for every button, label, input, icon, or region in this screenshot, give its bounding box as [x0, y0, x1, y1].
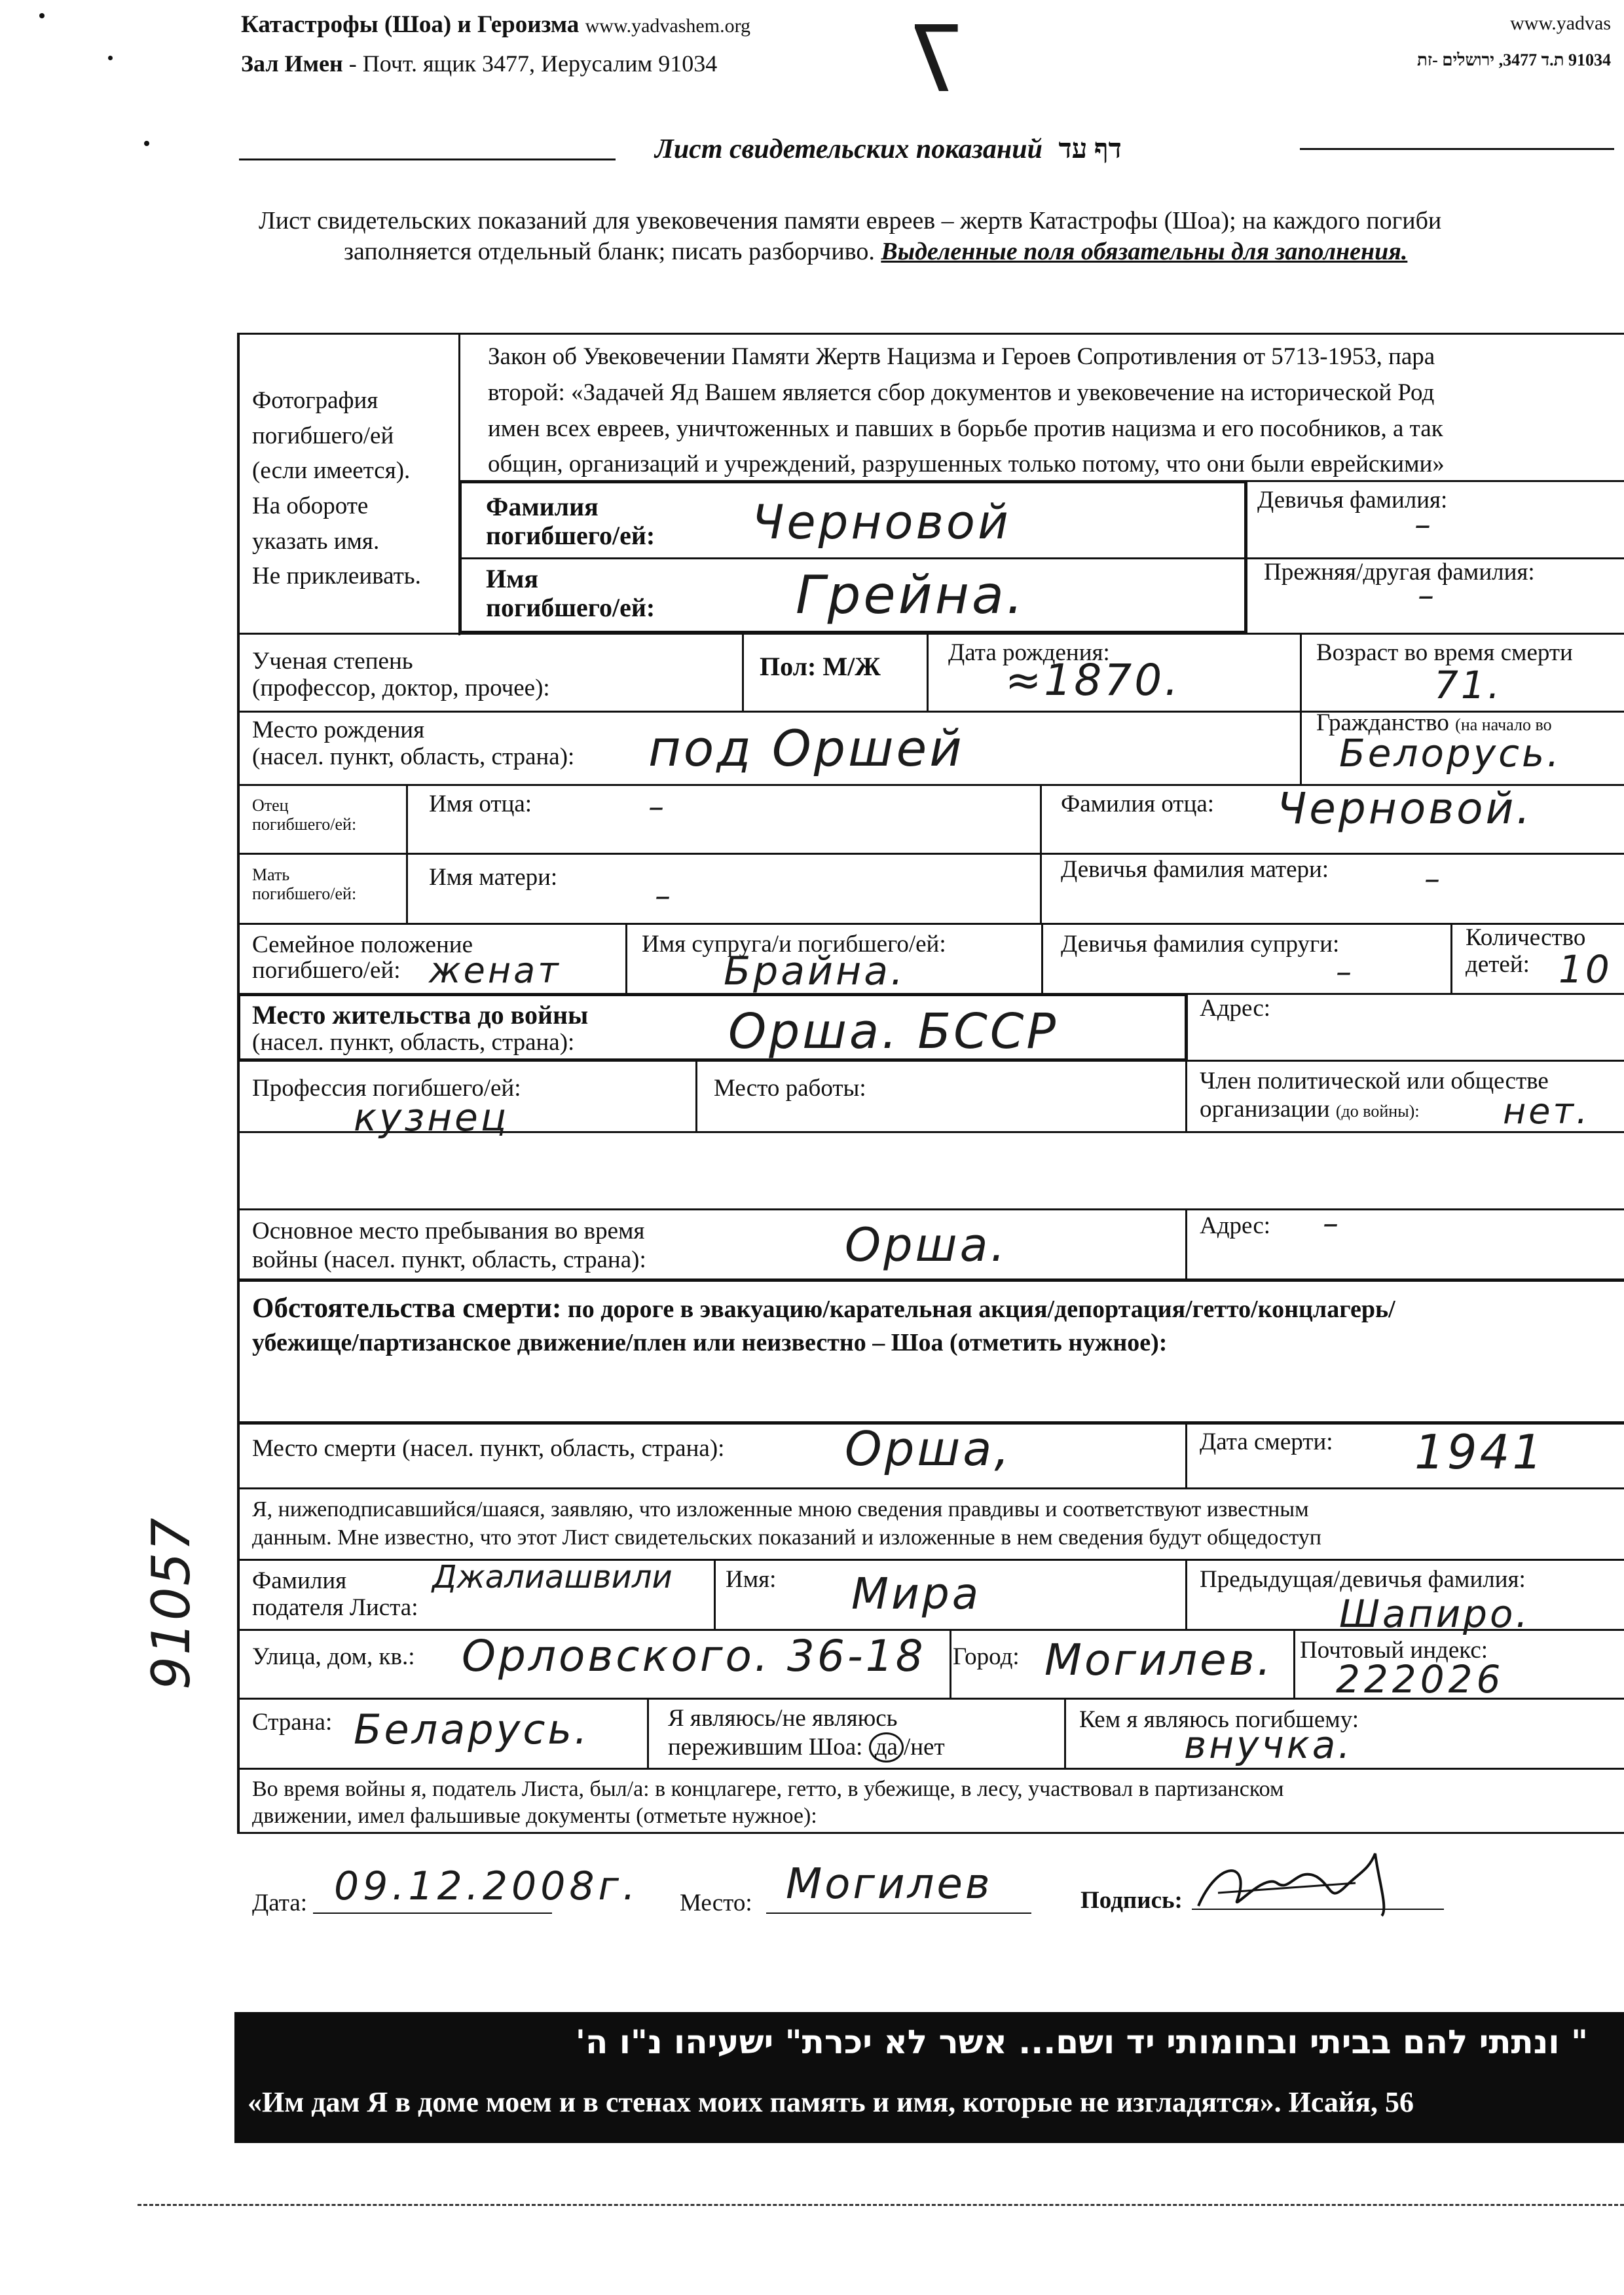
col-line: [625, 923, 627, 995]
org-line: Катастрофы (Шоа) и Героизма www.yadvashem.org: [241, 11, 751, 38]
address-label: Адрес:: [1200, 995, 1271, 1022]
scan-dot: [39, 13, 45, 18]
site-right: www.yadvas: [1510, 12, 1611, 34]
surname-label: Фамилия погибшего/ей:: [486, 492, 655, 550]
col-line: [1064, 1698, 1066, 1770]
survivor-label: Я являюсь/не являюсь пережившим Шоа: да /нет: [668, 1706, 945, 1763]
col-line: [950, 1629, 951, 1700]
date-underline: [313, 1912, 552, 1914]
place-value[interactable]: Могилев: [786, 1860, 993, 1909]
col-line: [1185, 1559, 1187, 1631]
mother-maiden-value[interactable]: –: [1424, 861, 1443, 897]
row-line: [237, 1768, 1624, 1770]
age-label: Возраст во время смерти: [1316, 639, 1573, 666]
street-label: Улица, дом, кв.:: [252, 1643, 415, 1670]
city-value[interactable]: Могилев.: [1044, 1635, 1274, 1685]
submitter-surname-label: Фамилия подателя Листа:: [252, 1567, 418, 1621]
signature-mark: [1192, 1847, 1414, 1919]
form-title: Лист свидетельских показаний דף עד: [655, 134, 1122, 164]
age-value[interactable]: 71.: [1434, 663, 1503, 707]
intro-line-1: Лист свидетельских показаний для увековечения памяти евреев – жертв Катастрофы (Шоа); на каждого погиби: [259, 207, 1442, 234]
father-label: Отец погибшего/ей:: [252, 796, 357, 834]
citizenship-label: Гражданство (на начало во: [1316, 709, 1552, 736]
country-value[interactable]: Беларусь.: [354, 1706, 590, 1753]
mother-name-label: Имя матери:: [429, 864, 558, 891]
row-line: [237, 633, 1624, 635]
form-title-hebrew: דף עד: [1058, 134, 1122, 164]
quote-russian: «Им дам Я в доме моем и в стенах моих память и имя, которые не изгладятся». Исайя, 56: [248, 2086, 1414, 2118]
prev-surname-label: Прежняя/другая фамилия:: [1264, 559, 1535, 586]
col-line: [1185, 1423, 1187, 1489]
spouse-maiden-label: Девичья фамилия супруги:: [1061, 931, 1340, 958]
marital-label: Семейное положение погибшего/ей:: [252, 931, 473, 984]
survivor-yes-option[interactable]: да: [869, 1732, 904, 1763]
wartime-value[interactable]: Орша.: [845, 1218, 1008, 1272]
col-line: [1293, 1629, 1295, 1700]
hall-address: Зал Имен - Почт. ящик 3477, Иерусалим 91034: [241, 50, 718, 77]
form-left-border: [237, 333, 240, 1834]
submitter-prev-label: Предыдущая/девичья фамилия:: [1200, 1566, 1526, 1593]
workplace-label: Место работы:: [714, 1075, 866, 1102]
place-underline: [766, 1912, 1031, 1914]
birthplace-label: Место рождения (насел. пункт, область, страна):: [252, 717, 575, 770]
row-line: [237, 853, 1624, 855]
member-value[interactable]: нет.: [1503, 1091, 1591, 1132]
col-line: [1185, 1208, 1187, 1280]
residence-label: Место жительства до войны (насел. пункт, область, страна):: [252, 1000, 589, 1056]
relation-value[interactable]: внучка.: [1184, 1723, 1353, 1767]
site-link[interactable]: www.yadvashem.org: [585, 15, 751, 37]
death-place-label: Место смерти (насел. пункт, область, страна):: [252, 1435, 725, 1462]
death-date-value[interactable]: 1941: [1414, 1425, 1545, 1480]
mother-maiden-label: Девичья фамилия матери:: [1061, 856, 1329, 883]
scan-dot: [108, 56, 113, 60]
row-line: [237, 1278, 1624, 1282]
wartime-label: Основное место пребывания во время войны (насел. пункт, область, страна):: [252, 1218, 646, 1274]
degree-label: Ученая степень (профессор, доктор, прочее):: [252, 648, 550, 701]
birth-label: Дата рождения:: [948, 639, 1110, 666]
col-line: [742, 634, 744, 713]
quote-banner: [234, 2012, 1624, 2143]
name-label: Имя погибшего/ей:: [486, 564, 655, 622]
spouse-maiden-value[interactable]: –: [1336, 954, 1354, 990]
submitter-prev-value[interactable]: Шапиро.: [1339, 1592, 1530, 1636]
war-activity-text: Во время войны я, податель Листа, был/а: в концлагере, гетто, в убежище, в лесу, участвовал в партизанском движении, имел фальшивые документы (отметьте нужное):: [252, 1777, 1284, 1828]
signature-label: Подпись:: [1080, 1887, 1183, 1914]
col-line: [1450, 923, 1452, 995]
father-name-label: Имя отца:: [429, 791, 532, 817]
col-line: [1300, 634, 1302, 713]
street-value[interactable]: Орловского. 36-18: [462, 1631, 926, 1681]
date-value[interactable]: 09.12.2008г.: [334, 1863, 640, 1909]
children-value[interactable]: 10: [1559, 947, 1612, 992]
row-line: [237, 1060, 1624, 1062]
page-bottom-edge: [138, 2204, 1624, 2206]
submitter-name-value[interactable]: Мира: [851, 1569, 982, 1619]
intro-line-2: заполняется отдельный бланк; писать разборчиво. Выделенные поля обязательны для заполнения.: [344, 238, 1408, 265]
col-line: [647, 1698, 649, 1770]
col-line: [695, 1060, 697, 1133]
margin-note: 91057: [141, 1516, 202, 1690]
birth-value[interactable]: ≈1870.: [1005, 655, 1181, 705]
father-surname-value[interactable]: Черновой.: [1277, 783, 1533, 834]
date-label: Дата:: [252, 1890, 308, 1916]
submitter-name-label: Имя:: [726, 1566, 777, 1593]
mother-label: Мать погибшего/ей:: [252, 865, 357, 903]
citizenship-value[interactable]: Белорусь.: [1339, 731, 1562, 775]
city-label: Город:: [953, 1643, 1020, 1670]
prev-surname-value[interactable]: –: [1418, 576, 1437, 614]
member-label: Член политической или обществе организации (до войны):: [1200, 1068, 1549, 1123]
death-date-label: Дата смерти:: [1200, 1428, 1333, 1455]
col-line: [927, 634, 929, 713]
required-note: Выделенные поля обязательны для заполнения.: [881, 238, 1408, 265]
profession-label: Профессия погибшего/ей:: [252, 1075, 521, 1102]
row-line: [237, 1832, 1624, 1834]
maiden-label: Девичья фамилия:: [1257, 487, 1448, 513]
spouse-label: Имя супруга/и погибшего/ей:: [642, 931, 946, 958]
address-hebrew: 91034 ת.ד 3477, ירושלים -זת: [1417, 50, 1611, 69]
row-line: [237, 923, 1624, 925]
relation-label: Кем я являюсь погибшему:: [1079, 1706, 1359, 1733]
law-text: Закон об Увековечении Памяти Жертв Нацизма и Героев Сопротивления от 5713-1953, пара второй: «Задачей Яд Вашем является сбор документов и увековечение на исторической Род имен всех евреев, уничтоженных и павших в борьбе против нацизма и его пособников, а так общин, организаций и учреждений, разрушенных только потому, что они были еврейскими»: [488, 343, 1445, 478]
children-label: Количество детей:: [1466, 924, 1586, 978]
declaration-text: Я, нижеподписавшийся/шаяся, заявляю, что изложенные мною сведения правдивы и соответствуют известным данным. Мне известно, что этот Лист свидетельских показаний и изложенные в нем сведения будут общедоступ: [252, 1497, 1321, 1550]
residence-value[interactable]: Орша. БССР: [728, 1003, 1059, 1060]
birthplace-value[interactable]: под Оршей: [648, 719, 965, 777]
spouse-value[interactable]: Брайна.: [724, 948, 906, 994]
col-line: [1300, 711, 1302, 786]
country-label: Страна:: [252, 1709, 333, 1736]
col-line: [1041, 923, 1043, 995]
death-place-value[interactable]: Орша,: [845, 1421, 1012, 1476]
page-mark: 7: [907, 7, 966, 113]
circumstances-text: Обстоятельства смерти: по дороге в эвакуацию/карательная акция/депортация/гетто/концлагерь/ убежище/партизанское движение/плен или неизвестно – Шоа (отметить нужное):: [252, 1293, 1395, 1356]
submitter-surname-value[interactable]: Джалиашвили: [432, 1559, 673, 1595]
title-rule-left: [239, 159, 616, 160]
maiden-value[interactable]: –: [1414, 506, 1433, 544]
wartime-address-label: Адрес:: [1200, 1212, 1271, 1239]
father-name-value[interactable]: –: [648, 789, 667, 825]
name-value[interactable]: Грейна.: [796, 565, 1026, 625]
sex-label[interactable]: Пол: М/Ж: [760, 652, 881, 681]
mother-name-value[interactable]: –: [655, 878, 673, 914]
row-line: [237, 1208, 1624, 1210]
wartime-address-value[interactable]: –: [1323, 1205, 1341, 1242]
quote-hebrew: " ונתתי להם בביתי ובחומותי יד ושם... אשר לא יכרת" ישעיהו נ"ו ה': [575, 2023, 1588, 2061]
col-line: [714, 1559, 716, 1631]
row-line: [237, 333, 1624, 335]
father-surname-label: Фамилия отца:: [1061, 791, 1215, 817]
zip-value[interactable]: 222026: [1336, 1657, 1505, 1702]
title-rule-right: [1300, 148, 1614, 150]
photo-instructions: Фотография погибшего/ей (если имеется). На обороте указать имя. Не приклеивать.: [252, 387, 421, 590]
scan-dot: [144, 141, 149, 146]
zip-label: Почтовый индекс:: [1300, 1637, 1488, 1664]
survivor-no-option[interactable]: /нет: [903, 1733, 945, 1761]
profession-value[interactable]: кузнец: [354, 1095, 509, 1140]
surname-value[interactable]: Черновой: [752, 494, 1011, 550]
col-line: [1185, 1060, 1187, 1133]
place-label: Место:: [680, 1890, 752, 1916]
marital-value[interactable]: женат: [429, 950, 561, 991]
row-line: [237, 1487, 1624, 1489]
